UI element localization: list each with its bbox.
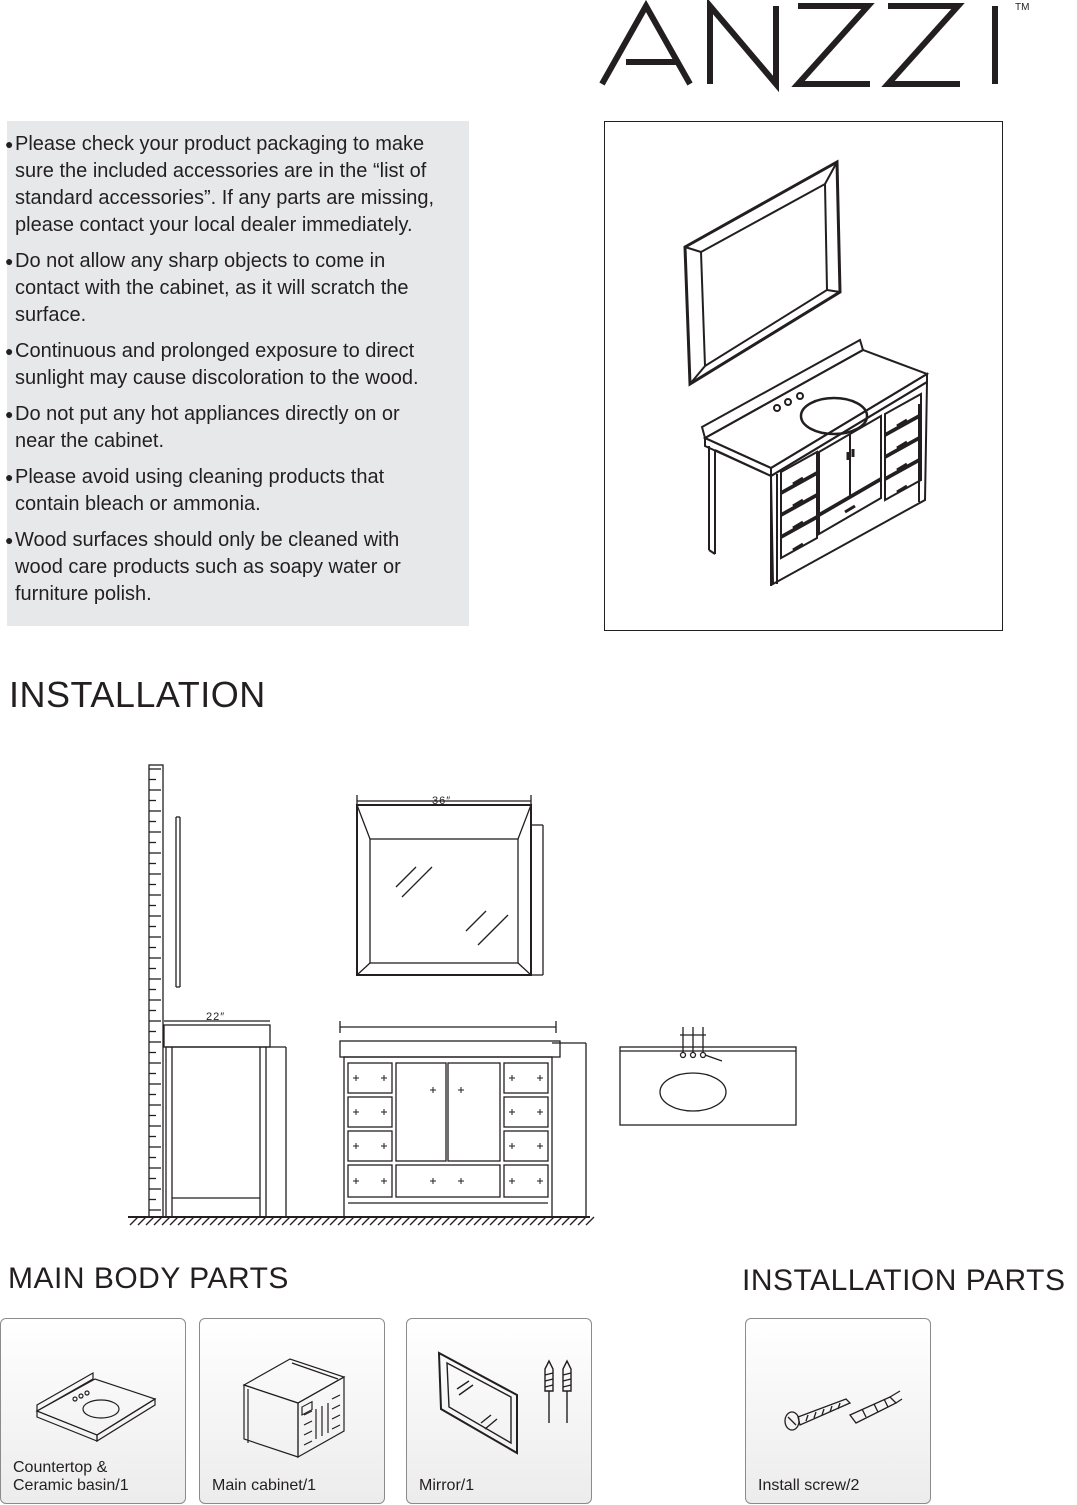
floor-hatch-line	[370, 1217, 378, 1225]
notice-item	[7, 248, 469, 329]
floor-hatch-line	[514, 1217, 522, 1225]
cabinet-depth-label: 22″	[206, 1011, 226, 1023]
installation-parts-title: INSTALLATION PARTS	[742, 1264, 1066, 1297]
floor-hatch-line	[362, 1217, 370, 1225]
floor-hatch-line	[218, 1217, 226, 1225]
notice-text: Wood surfaces should only be cleaned with wood care products such as soapy water or furniture polish.	[15, 529, 401, 605]
notice-text: Please check your product packaging to make sure the included accessories are in the “list of standard accessories”. If any parts are missing, please contact your local dealer immediately.	[15, 133, 435, 236]
vanity-with-mirror-icon	[605, 122, 1001, 629]
notice-item	[7, 401, 469, 455]
notice-item	[7, 527, 469, 608]
part-card-cabinet	[199, 1318, 385, 1504]
part-caption: Install screw/2	[758, 1477, 860, 1494]
floor-hatch-line	[474, 1217, 482, 1225]
floor-hatch-line	[202, 1217, 210, 1225]
floor-hatch-line	[562, 1217, 570, 1225]
floor-hatch-line	[226, 1217, 234, 1225]
floor-hatch-line	[170, 1217, 178, 1225]
floor-hatch-line	[338, 1217, 346, 1225]
brand-logo	[598, 0, 1038, 92]
product-overview-illustration	[604, 121, 1003, 631]
floor-hatch-line	[418, 1217, 426, 1225]
floor-hatch-line	[458, 1217, 466, 1225]
floor-hatch-line	[434, 1217, 442, 1225]
bullet-icon: ●	[5, 532, 14, 548]
floor-hatch-line	[274, 1217, 282, 1225]
installation-diagram	[120, 755, 810, 1230]
floor-hatch-line	[394, 1217, 402, 1225]
floor-hatch-line	[402, 1217, 410, 1225]
floor-hatch-line	[466, 1217, 474, 1225]
floor-hatch-line	[242, 1217, 250, 1225]
notice-item	[7, 131, 469, 239]
floor-hatch-line	[154, 1217, 162, 1225]
floor-hatch-line	[186, 1217, 194, 1225]
mirror-width-label: 36″	[432, 795, 452, 807]
notice-text: Do not put any hot appliances directly on or near the cabinet.	[15, 403, 400, 452]
trademark-label: TM	[1015, 2, 1030, 13]
screw-and-anchor-icon	[780, 1385, 904, 1435]
floor-hatch-line	[138, 1217, 146, 1225]
bullet-icon: ●	[5, 136, 14, 152]
care-notices	[7, 121, 469, 626]
main-body-parts-title: MAIN BODY PARTS	[8, 1262, 289, 1295]
floor-hatch-line	[322, 1217, 330, 1225]
floor-hatch-line	[306, 1217, 314, 1225]
floor-hatch-line	[282, 1217, 290, 1225]
floor-hatch-line	[426, 1217, 434, 1225]
part-caption: Countertop & Ceramic basin/1	[13, 1459, 129, 1494]
notice-item	[7, 464, 469, 518]
notice-text: Please avoid using cleaning products that contain bleach or ammonia.	[15, 466, 385, 515]
floor-hatch-line	[410, 1217, 418, 1225]
floor-hatch-line	[442, 1217, 450, 1225]
bullet-icon: ●	[5, 469, 14, 485]
floor-hatch-line	[586, 1217, 594, 1225]
floor-hatch-line	[258, 1217, 266, 1225]
floor-hatch-line	[506, 1217, 514, 1225]
part-caption: Mirror/1	[419, 1477, 475, 1494]
floor-hatch-line	[386, 1217, 394, 1225]
floor-hatch-line	[146, 1217, 154, 1225]
floor-hatch-line	[130, 1217, 138, 1225]
floor-hatch-line	[530, 1217, 538, 1225]
cabinet-icon	[238, 1353, 350, 1463]
floor-hatch-line	[194, 1217, 202, 1225]
floor-hatch-line	[554, 1217, 562, 1225]
floor-hatch-line	[450, 1217, 458, 1225]
floor-hatch-line	[346, 1217, 354, 1225]
floor-hatch-line	[522, 1217, 530, 1225]
floor-hatch-line	[546, 1217, 554, 1225]
floor-hatch-line	[250, 1217, 258, 1225]
floor-hatch-line	[578, 1217, 586, 1225]
floor-hatch-line	[162, 1217, 170, 1225]
mirror-with-hardware-icon	[433, 1349, 583, 1461]
installation-title: INSTALLATION	[9, 674, 266, 715]
floor-hatch-line	[490, 1217, 498, 1225]
floor-hatch-line	[234, 1217, 242, 1225]
floor-hatch-line	[538, 1217, 546, 1225]
wall-section	[149, 765, 163, 1217]
anzzi-logo-icon	[598, 0, 1038, 92]
dimension-drawing	[120, 755, 810, 1230]
part-card-mirror	[406, 1318, 592, 1504]
floor-hatch-line	[314, 1217, 322, 1225]
floor-hatch-line	[290, 1217, 298, 1225]
notice-text: Continuous and prolonged exposure to direct sunlight may cause discoloration to the wood.	[15, 340, 419, 389]
floor-hatch-line	[210, 1217, 218, 1225]
bullet-icon: ●	[5, 343, 14, 359]
floor-hatch-line	[266, 1217, 274, 1225]
countertop-basin-icon	[31, 1369, 161, 1449]
floor-hatch-line	[378, 1217, 386, 1225]
bullet-icon: ●	[5, 406, 14, 422]
floor-hatch-line	[570, 1217, 578, 1225]
floor-hatch-line	[330, 1217, 338, 1225]
floor-hatch-line	[178, 1217, 186, 1225]
bullet-icon: ●	[5, 253, 14, 269]
notice-item	[7, 338, 469, 392]
notice-text: Do not allow any sharp objects to come in contact with the cabinet, as it will scratch the surface.	[15, 250, 409, 326]
part-card-countertop	[0, 1318, 186, 1504]
mirror-outline	[685, 162, 840, 384]
part-card-screw	[745, 1318, 931, 1504]
floor-hatch-line	[498, 1217, 506, 1225]
floor-hatch-line	[354, 1217, 362, 1225]
floor-hatch-line	[298, 1217, 306, 1225]
floor-hatch-line	[482, 1217, 490, 1225]
part-caption: Main cabinet/1	[212, 1477, 317, 1494]
